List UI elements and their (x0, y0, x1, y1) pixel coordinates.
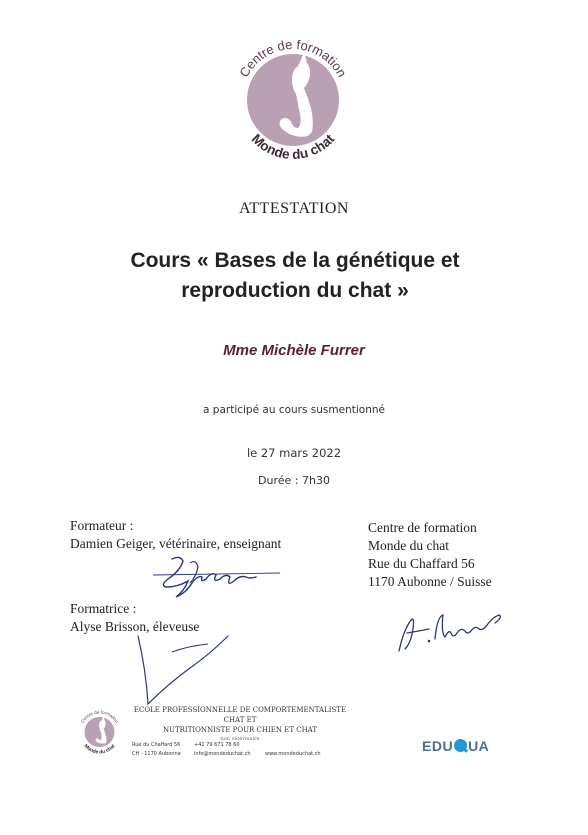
course-date: le 27 mars 2022 (246, 446, 342, 460)
footer-logo-bottom-text: Monde du chat (82, 743, 117, 756)
course-title-line2: reproduction du chat » (181, 279, 409, 302)
eduqua-right: UA (468, 738, 490, 754)
footer-school-name (125, 705, 355, 743)
footer-website[interactable]: www.mondeduchat.ch (265, 751, 321, 757)
footer-phone: +41 79 671 78 60 (194, 742, 240, 748)
footer-address-line2: CH - 1170 Aubonne (132, 751, 181, 757)
center-address-line2: Monde du chat (368, 538, 449, 553)
eduqua-q-icon (454, 739, 467, 752)
trainer-male-name: Damien Geiger, vétérinaire, enseignant (70, 536, 282, 551)
course-duration: Durée : 7h30 (258, 474, 330, 487)
logo-top-text: Centre de formation (236, 36, 350, 80)
trainer-female-signature (128, 630, 238, 710)
course-title-line1: Cours « Bases de la génétique et (130, 249, 460, 272)
participation-text: a participé au cours susmentionné (203, 404, 385, 416)
trainer-male-signature (150, 553, 285, 601)
center-logo (228, 28, 358, 176)
center-address-line3: Rue du Chaffard 56 (368, 556, 475, 571)
footer-address (132, 741, 181, 759)
footer-school-sub: non vétérinaire (220, 736, 260, 742)
center-address-line4: 1170 Aubonne / Suisse (368, 574, 492, 589)
footer-logo (77, 705, 122, 760)
footer-contact (194, 741, 251, 759)
trainer-female-name: Alyse Brisson, éleveuse (70, 619, 200, 634)
trainer-male-role: Formateur : (70, 518, 134, 533)
center-address-block (368, 519, 492, 591)
trainer-male-block (70, 517, 281, 553)
course-title (90, 246, 500, 306)
center-address-line1: Centre de formation (368, 520, 477, 535)
footer-school-line2: NUTRITIONNISTE POUR CHIEN ET CHAT (162, 726, 318, 734)
logo-bottom-text: Monde du chat (248, 131, 338, 163)
eduqua-left: EDU (422, 738, 454, 754)
eduqua-logo (422, 738, 489, 754)
footer-logo-top-text: Centre de formation (79, 709, 120, 724)
footer-email[interactable]: info@mondeduchat.ch (194, 751, 251, 757)
footer-address-line1: Rue du Chaffard 56 (132, 742, 181, 748)
participant-name: Mme Michèle Furrer (223, 342, 365, 359)
trainer-female-role: Formatrice : (70, 601, 137, 616)
document-heading: ATTESTATION (239, 200, 349, 217)
footer-school-line1: ECOLE PROFESSIONNELLE DE COMPORTEMENTALISTE CHAT ET (133, 706, 347, 724)
center-signature (395, 603, 507, 655)
